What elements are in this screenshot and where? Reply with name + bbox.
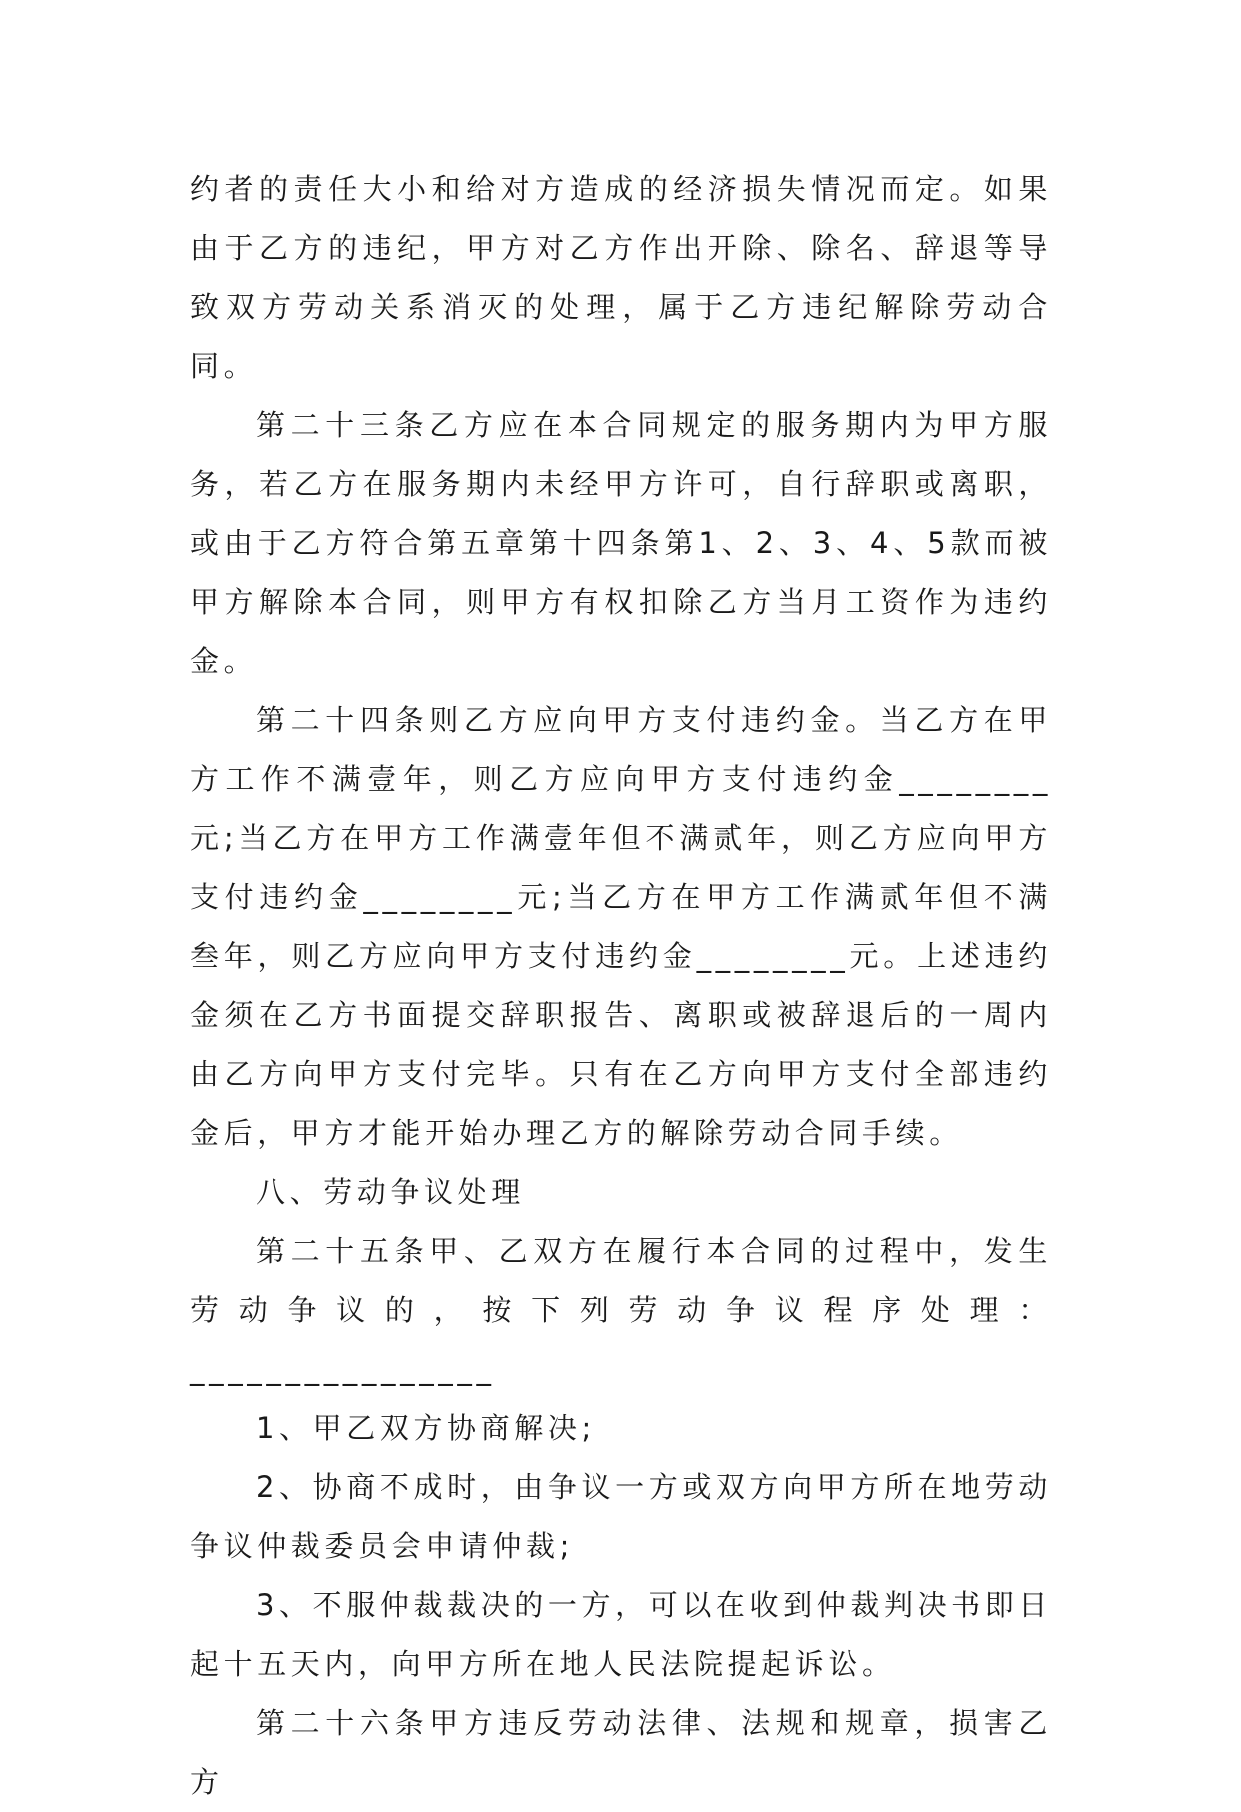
list-item-1: 1、甲乙双方协商解决; xyxy=(256,1411,596,1445)
paragraph-article-26: 第二十六条甲方违反劳动法律、法规和规章，损害乙方 xyxy=(190,1706,1052,1799)
paragraph-article-25: 第二十五条甲、乙双方在履行本合同的过程中，发生劳动争议的，按下列劳动争议程序处理：________________ xyxy=(190,1234,1052,1386)
section-heading-labor-dispute: 八、劳动争议处理 xyxy=(256,1175,525,1209)
list-item-2: 2、协商不成时，由争议一方或双方向甲方所在地劳动争议仲裁委员会申请仲裁; xyxy=(190,1470,1052,1563)
document-body xyxy=(190,160,1052,1812)
list-item-3: 3、不服仲裁裁决的一方，可以在收到仲裁判决书即日起十五天内，向甲方所在地人民法院提起诉讼。 xyxy=(190,1588,1052,1681)
paragraph-1: 约者的责任大小和给对方造成的经济损失情况而定。如果由于乙方的违纪，甲方对乙方作出开除、除名、辞退等导致双方劳动关系消灭的处理，属于乙方违纪解除劳动合同。 xyxy=(190,172,1052,383)
paragraph-article-23: 第二十三条乙方应在本合同规定的服务期内为甲方服务，若乙方在服务期内未经甲方许可，自行辞职或离职，或由于乙方符合第五章第十四条第1、2、3、4、5款而被甲方解除本合同，则甲方有权扣除乙方当月工资作为违约金。 xyxy=(190,408,1052,678)
paragraph-article-24: 第二十四条则乙方应向甲方支付违约金。当乙方在甲方工作不满壹年，则乙方应向甲方支付违约金________元;当乙方在甲方工作满壹年但不满贰年，则乙方应向甲方支付违约金________元;当乙方在甲方工作满贰年但不满叁年，则乙方应向甲方支付违约金________元。上述违约金须在乙方书面提交辞职报告、离职或被辞退后的一周内由乙方向甲方支付完毕。只有在乙方向甲方支付全部违约金后，甲方才能开始办理乙方的解除劳动合同手续。 xyxy=(190,703,1052,1150)
